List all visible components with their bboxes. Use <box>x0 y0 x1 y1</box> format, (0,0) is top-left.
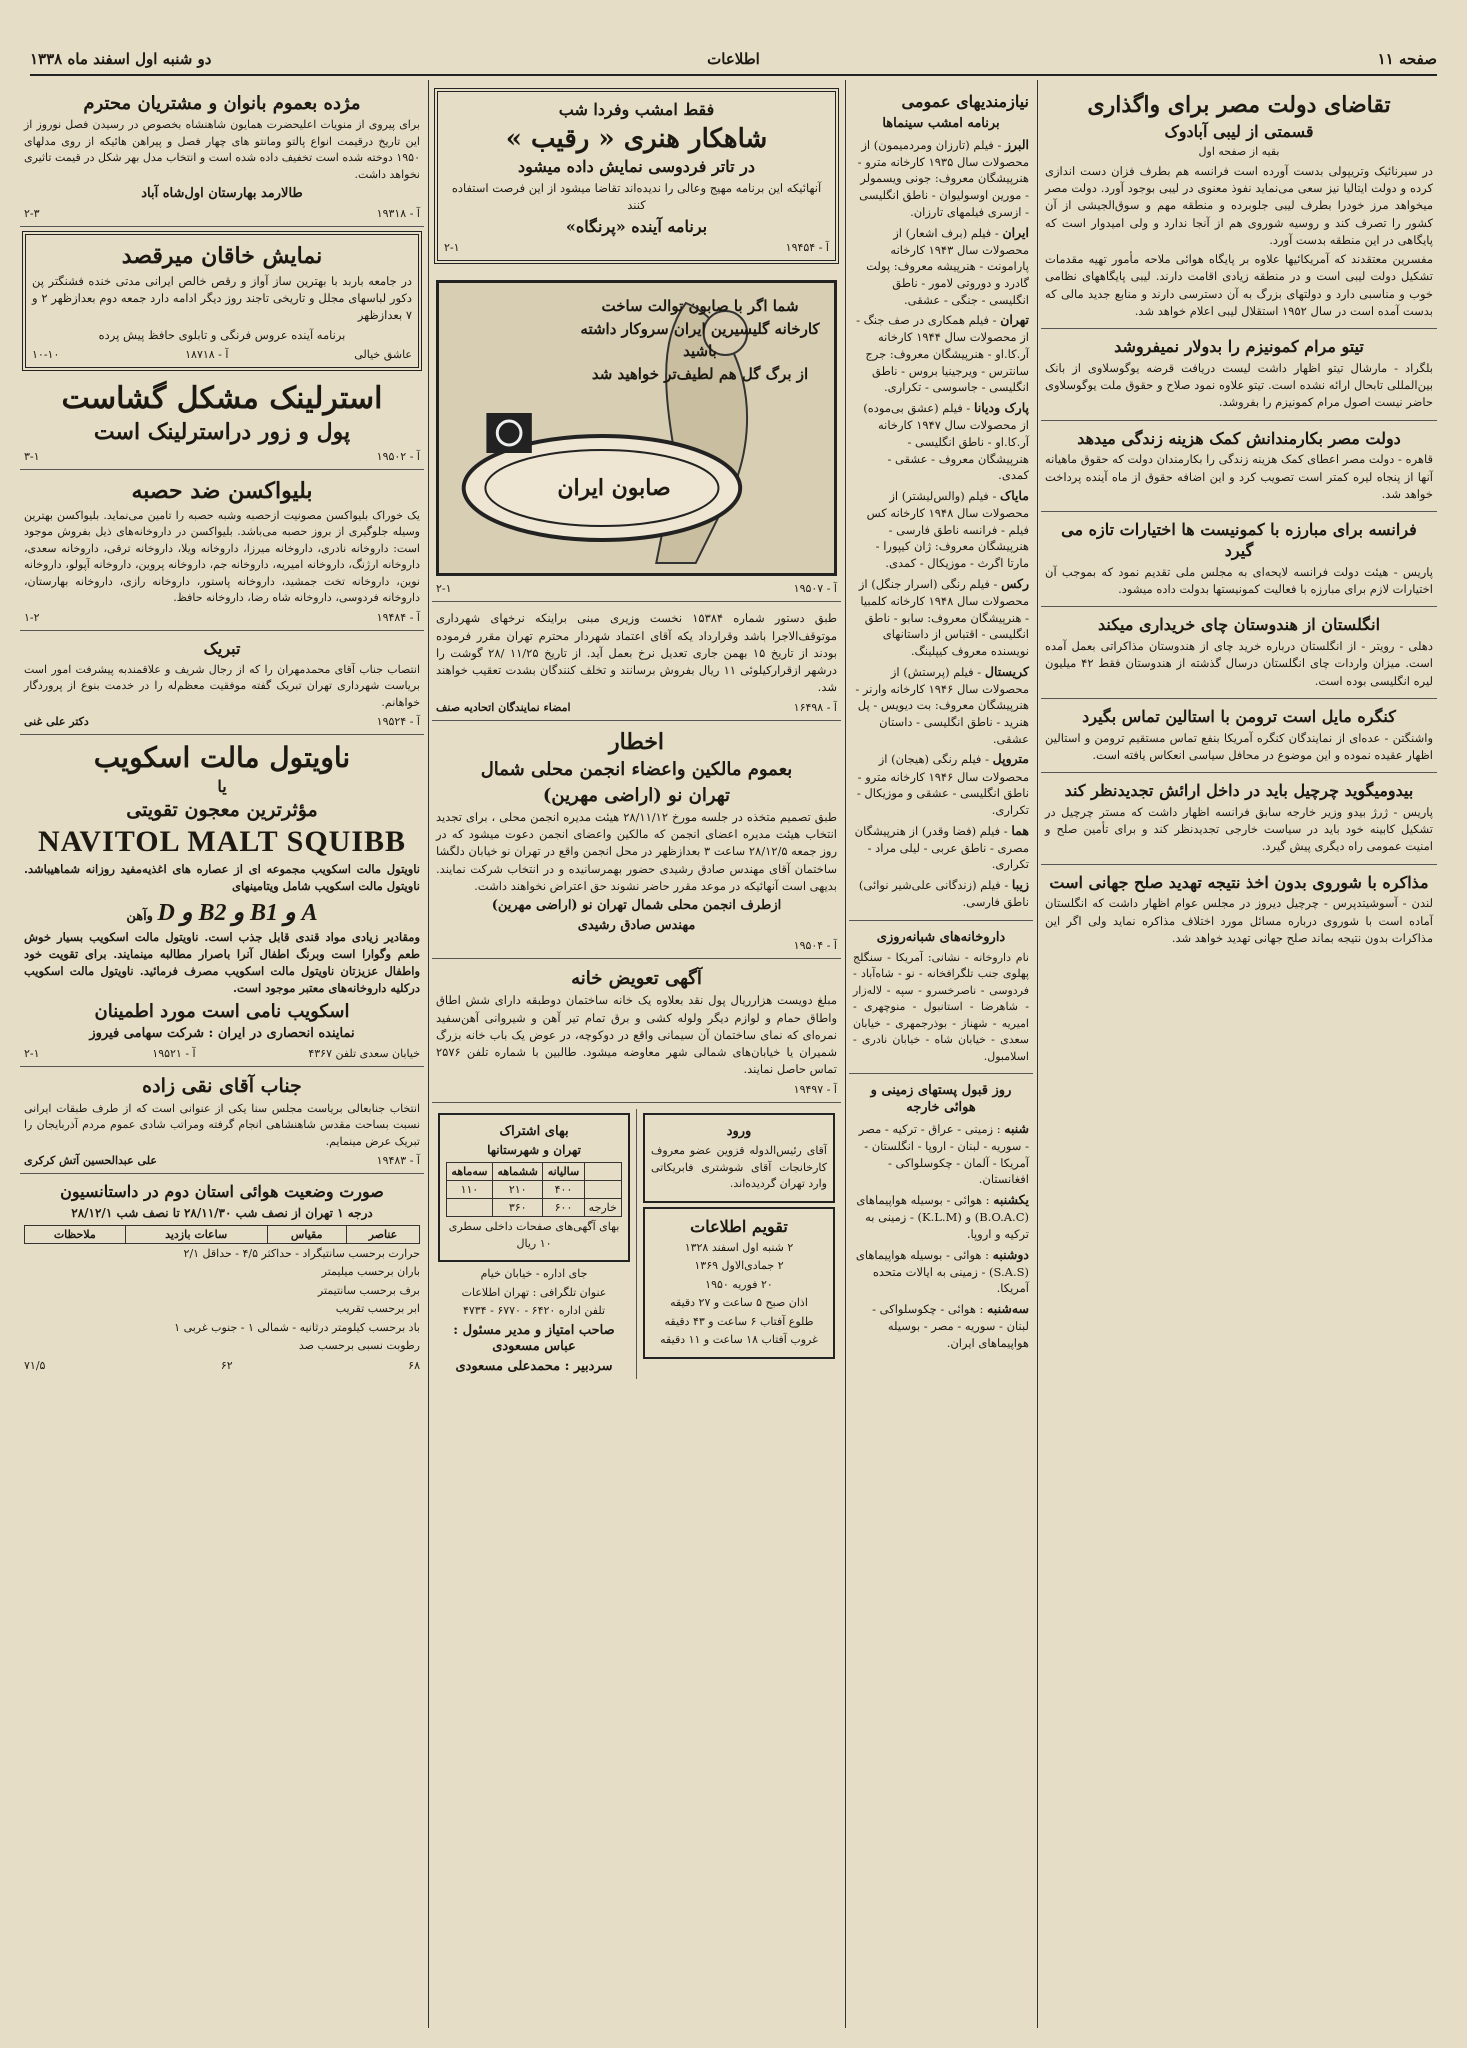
cinema-details: فیلم (برف اشعار) از محصولات سال ۱۹۴۳ کارخانه پارامونت - هنرپیشه معروف: پولت گادرد و دوروتی لامور - ناطق انگلیسی - جنگی - عشقی. <box>866 225 1029 307</box>
pharmacy-listing <box>849 921 1033 1074</box>
owner-line: صاحب امتیاز و مدیر مسئول : عباس مسعودی <box>453 1322 615 1355</box>
cinema-listings <box>849 84 1033 921</box>
post-day: سه‌شنبه <box>987 1301 1029 1317</box>
article-text: بلگراد - مارشال تیتو اظهار داشت لیست دریافت قرضه یوگوسلاوی از بانک بین‌المللی تابحال ارائه نشده است. تیتو علاوه نمود صلاح و حقوق ملت یوگوسلاوی حاضر نیست اصول مرام کمونیزم را بفروشد. <box>1045 360 1433 410</box>
table-cell: ۳۶۰ <box>492 1199 543 1217</box>
ad-ref: آ - ۱۹۵۰۷ <box>793 582 837 596</box>
ad-title: آگهی تعویض خانه <box>571 967 702 989</box>
editor-line: سردبیر : محمدعلی مسعودی <box>455 1359 613 1375</box>
soap-brand: صابون ایران <box>557 475 671 502</box>
notice-ref: آ - ۱۶۴۹۸ <box>793 700 837 714</box>
cinema-item: متروپل - فیلم رنگی (هیجان) از محصولات سال ۱۹۴۶ کارخانه مترو - ناطق انگلیسی - عشقی و موزیکال - تکراری. <box>856 751 1029 817</box>
cinema-name: ایران <box>1002 224 1029 240</box>
issue-date: دو شنبه اول اسفند ماه ۱۳۳۸ <box>30 50 212 68</box>
notice-signature: امضاء نمایندگان اتحادیه صنف <box>436 700 571 714</box>
headline: دولت مصر بکارمندانش کمک هزینه زندگی میدهد <box>1077 428 1401 448</box>
arrival-box <box>643 1113 835 1203</box>
table-header: عناصر <box>346 1225 419 1243</box>
ad-line: برنامه آینده «پرنگاه» <box>565 216 708 236</box>
box-text: آقای رئیس‌الدوله قزوین عضو معروف کارخانجات آقای شوشتری فابریکاتی وارد تهران گردیده‌اند. <box>651 1144 827 1191</box>
brand-box <box>486 413 531 453</box>
weather-rows <box>24 1246 420 1355</box>
calendar-line: ۲ جمادی‌الاول ۱۳۶۹ <box>694 1259 784 1273</box>
cinema-details: فیلم (زندگانی علی‌شیر نوائی) ناطق فارسی. <box>858 877 1029 910</box>
ad-subtitle: مؤثرترین معجون تقویتی <box>126 799 318 822</box>
ad-text: در جامعه باربد با بهترین ساز آواز و رقص خالص ایرانی مدتی خنده فشنگتر پن دکور لباسهای مجلل و تاریخی تاجند روز دیگر ادامه دارد جمعه دوم بعدازظهر ۲ و ۷ بعدازظهر <box>32 273 412 323</box>
tito-article <box>1041 329 1437 421</box>
report-subtitle: درجه ۱ تهران از نصف شب ۲۸/۱۱/۳۰ تا نصف شب ۲۸/۱۲/۱ <box>71 1206 373 1221</box>
article-text: دهلی - رویتر - از انگلستان درباره خرید چای از هندوستان مذاکراتی بعمل آمده است. میزان واردات چای انگلستان درسال گذشته از هندوستان فقط ۴۲ میلیون لیره انگلیسی بوده است. <box>1045 639 1433 688</box>
cinema-item: رکس - فیلم رنگی (اسرار جنگل) از محصولات سال ۱۹۴۸ کارخانه کلمبیا - هنرپیشگان معروف: سابو - ناطق انگلیسی - اقتباس از داستانهای نویسنده معروف کیپلینگ. <box>858 575 1029 658</box>
ad-text: برای پیروی از منویات اعلیحضرت همایون شاهنشاه بخصوص در رسیدن فصل نوروز از این تاریخ درقیمت انواع پالتو ومانتو های چهار فصل و پیراهن هائیکه از روی مدلهای ۱۹۵۰ دوخته شده است تخفیف داده شده است و انتخاب مدل بهر شکل در قیمت تاثیری نخواهد داشت. <box>24 118 420 181</box>
ad-slogan: اسکویب نامی است مورد اطمینان <box>94 1000 350 1022</box>
notice-ref: آ - ۱۹۵۰۴ <box>793 938 837 952</box>
ads-column-left <box>20 84 424 2028</box>
section-header: نیازمندیهای عمومی <box>901 92 1029 111</box>
humidity-value: ۶۸ <box>408 1358 420 1372</box>
page-number: صفحه ۱۱ <box>1377 50 1437 68</box>
ad-num: ۱-۲ <box>24 610 40 624</box>
sterling-ad <box>20 375 424 471</box>
humidity-value: ۶۲ <box>220 1358 233 1372</box>
ad-num: ۲-۱ <box>436 582 452 596</box>
post-day: دوشنبه <box>992 1246 1029 1262</box>
ad-title: تبریک <box>203 638 241 658</box>
humidity-value: ۷۱/۵ <box>24 1358 46 1372</box>
table-header <box>584 1163 621 1181</box>
vitamin-list: D و B2 و B1 و A <box>157 899 318 926</box>
headline: بیدومیگوید چرچیل باید در داخل ارائش تجدیدنظر کند <box>1064 781 1414 801</box>
paper-name: اطلاعات <box>707 50 760 68</box>
calendar-line: ۲ شنبه اول اسفند ۱۳۲۸ <box>684 1240 794 1254</box>
ad-text: ناویتول مالت اسکویب مجموعه ای از عصاره های اغذیه‌مفید روزانه شماهیباشد. ناویتول مالت اسکویب شامل ویتامینهای <box>24 862 420 894</box>
row-label: خارجه <box>584 1199 621 1217</box>
ad-ref: آ - ۱۹۴۵۴ <box>785 241 829 255</box>
weather-row: باران برحسب میلیمتر <box>321 1265 420 1279</box>
table-cell: ۶۰۰ <box>543 1199 584 1217</box>
churchill-article <box>1041 773 1437 865</box>
calendar-line: طلوع آفتاب ۶ ساعت و ۴۳ دقیقه <box>664 1314 814 1328</box>
info-boxes <box>432 1103 841 1386</box>
weather-row: برف برحسب سانتیمتر <box>317 1283 420 1297</box>
weather-row: ابر برحسب تقریب <box>335 1302 420 1316</box>
ad-latin-title: NAVITOL MALT SQUIBB <box>37 825 407 859</box>
calendar-box <box>643 1207 835 1359</box>
ad-rate: بهای آگهی‌های صفحات داخلی سطری ۱۰ ریال <box>448 1220 620 1250</box>
show-ad <box>22 231 422 371</box>
box-title: بهای اشتراک <box>499 1123 569 1139</box>
congress-article <box>1041 699 1437 773</box>
post-details: هوائی - چکوسلواکی - لبنان - سوریه - مصر - بوسیله هواپیماهای ایران. <box>872 1302 1029 1350</box>
pharmacy-text: نام داروخانه - نشانی: آمریکا - سنگلج پهلوی جنب تلگرافخانه - نو - شاه‌آباد - فردوسی - ناصرخسرو - سپه - لاله‌زار - شاهرضا - استانبول - منوچهری - امیریه - شهناز - بوذرجمهری - خیابان سعدی - خیابان شاه - خیابان نادری - اسلامبول. <box>853 950 1029 1063</box>
telegraph-address: عنوان تلگرافی : تهران اطلاعات <box>461 1285 607 1299</box>
headline: کنگره مایل است ترومن با استالین تماس بگیرد <box>1082 706 1396 726</box>
egypt-salary-article <box>1041 421 1437 513</box>
cinema-details: فیلم (عشق بی‌موده) از محصولات سال ۱۹۴۷ کارخانه آر.کا.او - ناطق انگلیسی - هنرپیشگان معروف - عشقی - کمدی. <box>863 401 1029 483</box>
post-item: دوشنبه : هوائی - بوسیله هواپیماهای (S.A.S) - زمینی به ایالات متحده آمریکا. <box>855 1246 1029 1296</box>
column-rule <box>1037 80 1038 2028</box>
ad-signature: طالارمد بهارستان اول‌شاه آباد <box>141 186 303 202</box>
headline: فرانسه برای مبارزه با کمونیست ها اختیارات تازه می گیرد <box>1061 520 1417 560</box>
ad-ref: آ - ۱۹۵۲۱ <box>152 1047 196 1060</box>
ad-signature: علی عبدالحسین آتش کرکری <box>24 1154 157 1168</box>
cinema-item: ایران - فیلم (برف اشعار) از محصولات سال ۱۹۴۳ کارخانه پارامونت - هنرپیشه معروف: پولت گادرد و دوروتی لامور - ناطق انگلیسی - جنگی - عشقی. <box>866 224 1029 307</box>
ad-text: مبلغ دویست هزارریال پول نقد بعلاوه یک خانه ساختمان دوطبقه دارای شش اطاق واطاق حمام و لوازم دیگر ولوله کشی و برق تمام تیر آهن و شیروانی آهن‌سفید نمره‌ای که نمای ساختمان آن سیمانی واقع در دوکوچه، در عوض یک باب خانه بزرگ شمیران یا خیابان‌های شمالی شهر معاوضه میشود. طالبین با شماره تلفن ۲۵۷۶ تماس حاصل نمایند. <box>436 993 837 1077</box>
table-cell: ۱۱۰ <box>447 1181 493 1199</box>
office-address: جای اداره - خیابان خیام <box>480 1267 588 1281</box>
column-rule <box>845 80 846 2028</box>
cinema-item: مایاک - فیلم (والس‌لیشتر) از محصولات سال ۱۹۴۸ کارخانه کس فیلم - فرانسه ناطق فارسی - هنرپیشگان معروف: ژان کیپورا - مارتا اگرث - موزیکال - کمدی. <box>866 487 1029 571</box>
congrats-ad <box>20 631 424 735</box>
ad-phone: خیابان سعدی تلفن ۴۳۶۷ <box>308 1047 420 1060</box>
article-text: پاریس - ژرژ بیدو وزیر خارجه سابق فرانسه اظهار داشت که مستر چرچیل در تشکیل کابینه خود باید در سیاست خارجی تجدیدنظر کند و برای تأمین صلح و امنیت عمومی راه دیگری پیش گیرد. <box>1045 804 1433 854</box>
cinema-details: فیلم (پرستش) از محصولات سال ۱۹۴۶ کارخانه وارنر - هنرپیشگان معروف: بت دیویس - پل هنرید - ناطق انگلیسی - داستان عشقی. <box>855 664 1029 746</box>
weather-row: باد برحسب کیلومتر درثانیه - شمالی ۱ - جنوب غربی ۱ <box>174 1320 420 1334</box>
cinema-name: رکس <box>1001 575 1029 591</box>
ad-title: ناویتول مالت اسکویب <box>93 741 351 775</box>
article-text: مفسرین معتقدند که آمریکائیها علاوه بر پایگاه هوائی ملاحه مأمور تهیه مقدمات تشکیل دولت لیبی است و در منطقه زیادی اقامت دارند. لیبی پایگاههای نظامی خوب و مناسبی دارد و دولتهای بزرگ به آن دسترسی دارند و منابع جدید مالی که بدست آمده است در سال ۱۹۵۲ استقلال لیبی اعلام خواهد شد. <box>1045 252 1433 318</box>
ad-text: آنهائیکه این برنامه مهیج وعالی را ندیده‌اند تقاضا میشود از این فرصت استفاده کنند <box>451 181 822 213</box>
tehran-label: تهران و شهرستانها <box>487 1143 581 1158</box>
ad-text: انتصاب جناب آقای محمدمهران را که از رجال شریف و علاقمندبه پیشرفت امور است بریاست شهرداری تهران تبریک گفته موفقیت معظم‌له را در خدمت بنوع از پروردگار خواهانم. <box>24 662 420 709</box>
table-header: ششماهه <box>492 1163 543 1181</box>
cinema-item: البرز - فیلم (تارزان ومردمیمون) از محصولات سال ۱۹۳۵ کارخانه مترو - هنرپیشگان معروف: جونی ویسمولر - مورین اوسولیوان - ناطق انگلیسی - ازسری فیلمهای تارزان. <box>857 136 1029 219</box>
post-list <box>853 1120 1029 1352</box>
table-cell: ۲۱۰ <box>492 1181 543 1199</box>
section-title: داروخانه‌های شبانه‌روزی <box>876 929 1006 945</box>
post-item: یکشنبه : هوائی - بوسیله هواپیماهای (B.O.A.C) و (K.L.M) - زمینی به ترکیه و اروپا. <box>856 1192 1029 1241</box>
egypt-article <box>1041 84 1437 329</box>
tea-article <box>1041 607 1437 699</box>
headline: انگلستان از هندوستان چای خریداری میکند <box>1097 615 1381 635</box>
table-header: سه‌ماهه <box>447 1163 493 1181</box>
calendar-line: غروب آفتاب ۱۸ ساعت و ۱۱ دقیقه <box>660 1333 818 1347</box>
ad-signature: دکتر علی غنی <box>24 715 89 729</box>
ad-ref: آ - ۱۹۳۱۸ <box>376 207 420 221</box>
headline: تقاضای دولت مصر برای واگذاری <box>1087 92 1391 118</box>
cinema-name: البرز <box>1005 136 1029 152</box>
headline: مذاکره با شوروی بدون اخذ نتیجه تهدید صلح جهانی است <box>1049 872 1429 892</box>
fashion-ad <box>20 84 424 227</box>
navitol-ad <box>20 735 424 1067</box>
notice-text: طبق دستور شماره ۱۵۳۸۴ نخست وزیری مبنی براینکه نرخهای شهرداری موتوقف‌الاجرا باشد وقرارداد یکه آقای اعتماد شهردار محترم تهران مقرر فرموده بودند از تاریخ ۱۵ بهمن جاری تعدیل نرخ بعمل آید. از تاریخ ۱۱/۲۵ /۲۸ گوشت را درشهر ازقرارکیلوئی ۱۱ ریال بفروش برسانند و تخلف کنندگان بشدت تعقیب خواهند شد. <box>436 611 838 695</box>
cinema-item: زیبا - فیلم (زندگانی علی‌شیر نوائی) ناطق فارسی. <box>858 876 1029 910</box>
post-details: زمینی - عراق - ترکیه - مصر - سوریه - لبنان - اروپا - انگلستان - آمریکا - آلمان - چکوسلواکی - افغانستان. <box>858 1121 1029 1187</box>
box-title: تقویم اطلاعات <box>690 1216 788 1236</box>
cinema-name: مایاک <box>1000 487 1029 503</box>
row-label <box>584 1181 621 1199</box>
ad-title: بلیواکسن ضد حصبه <box>131 478 313 505</box>
notice-title: اخطار <box>608 728 665 755</box>
humidity-values <box>24 1359 420 1372</box>
ad-num: ۱۰-۱۰ <box>32 347 60 361</box>
ad-title: استرلینک مشکل گشاست <box>61 380 383 416</box>
ad-text: یک خوراک بلیواکسن مصونیت ازحصبه وشبه حصبه را تامین می‌نماید. بلیواکسن بهترین وسیله جلوگیری از بروز حصبه می‌باشد. بلیواکسن در داروخانه‌های ذیل بفروش موجود است: داروخانه نادری، داروخانه میرزا، داروخانه ویلا، داروخانه ترقی، داروخانه سعدی، داروخانه ارژنگ، داروخانه امیریه، داروخانه جم، داروخانه پروین، داروخانه آپولو، داروخانه نوین، داروخانه تخت جمشید، داروخانه پاستور، داروخانه رازی، داروخانه بهارستان، داروخانه فردوسی، داروخانه شاه رضا، داروخانه حافظ. <box>24 508 420 605</box>
ad-num: ۲-۱ <box>444 241 460 255</box>
cinema-name: پارک ودیانا <box>973 400 1029 416</box>
masthead <box>30 50 1437 76</box>
cinema-details: فیلم رنگی (اسرار جنگل) از محصولات سال ۱۹۴۸ کارخانه کلمبیا - هنرپیشگان معروف: سابو - ناطق انگلیسی - اقتباس از داستانهای نویسنده معروف کیپلینگ. <box>858 576 1029 658</box>
notice-text: طبق تصمیم متخذه در جلسه مورخ ۲۸/۱۱/۱۲ هیئت مدیره انجمن محلی ، برای تجدید انتخاب هیئت مدیره اعضای انجمن که مالکین واعضای انجمن دعوت میشود که در روز جمعه ۲۸/۱۲/۵ ساعت ۳ بعدازظهر در محل انجمن واقع در تهران نو خیابان دلگشا ساختمان آقای مهندس صادق رشیدی حضور بهمرسانیده و در انتخاب شرکت نمایند. بدیهی است آنهائیکه در موعد مقرر حاضر نشوند حق اعتراض نخواهند داشت. <box>436 809 837 893</box>
ad-ref: آ - ۱۹۵۲۴ <box>376 715 420 729</box>
table-header: مقیاس <box>267 1225 346 1243</box>
report-title: صورت وضعیت هوائی استان دوم در داستانسیون <box>60 1182 384 1202</box>
ad-line: از برگ گل هم لطیف‌تر خواهید شد <box>591 364 809 383</box>
table-cell <box>447 1199 493 1217</box>
listings-column <box>849 84 1033 2028</box>
weather-table <box>24 1225 420 1244</box>
box-title: ورود <box>726 1123 752 1139</box>
ad-text: انتخاب جنابعالی بریاست مجلس سنا یکی از عنوانی است که از طرف طبقات ایرانی نسبت بساحت مقدس شاهنشاهی انجام گرفته ومراتب شادی عموم مردم آذربایجان را تبریک عرض مینمایم. <box>24 1101 420 1148</box>
ad-title: جناب آقای نقی زاده <box>142 1075 302 1097</box>
post-day: شنبه <box>1004 1120 1029 1136</box>
soap-illustration <box>436 280 837 576</box>
post-item: شنبه : زمینی - عراق - ترکیه - مصر - سوریه - لبنان - اروپا - انگلستان - آمریکا - آلمان - چکوسلواکی - افغانستان. <box>858 1120 1029 1187</box>
calendar-line: ۲۰ فوریه ۱۹۵۰ <box>705 1277 773 1291</box>
subheadline: قسمتی از لیبی آبادوک <box>1164 121 1314 141</box>
post-day: یکشنبه <box>993 1192 1029 1208</box>
notice-line: بعموم مالکین واعضاء انجمن محلی شمال <box>480 759 793 781</box>
ad-next: برنامه آینده عروس فرنگی و تابلوی حافظ پیش پرده <box>98 327 346 342</box>
continued-note: بقیه از صفحه اول <box>1198 145 1280 159</box>
cinema-name: تهران <box>1000 312 1029 328</box>
ad-ref: آ - ۱۹۴۸۴ <box>376 610 420 624</box>
soap-ad <box>432 268 841 602</box>
cinema-name: هما <box>1011 822 1029 838</box>
ad-line: شما اگر با صابون توالت ساخت <box>601 297 799 316</box>
ad-title: نمایش خاقان میرقصد <box>121 243 323 270</box>
naghizadeh-ad <box>20 1067 424 1174</box>
ad-ref: آ - ۱۹۴۹۷ <box>793 1082 837 1096</box>
house-exchange-ad <box>432 959 841 1103</box>
article-text: واشنگتن - عده‌ای از نمایندگان کنگره آمریکا بنفع تماس مستقیم ترومن و استالین اظهار عقیده نموده و این موضوع در محافل سیاسی انعکاس یافته است. <box>1045 730 1433 762</box>
ads-column <box>432 84 841 2028</box>
cinema-item: تهران - فیلم همکاری در صف جنگ - از محصولات سال ۱۹۴۴ کارخانه آر.کا.او - هنرپیشگان معروف: جرج سانترس - ویرجینیا بروس - ناطق انگلیسی - جاسوسی - تکراری. <box>856 312 1029 395</box>
weather-report <box>20 1174 424 1377</box>
table-cell: ۴۰۰ <box>543 1181 584 1199</box>
ad-title: مژده بعموم بانوان و مشتریان محترم <box>83 93 361 114</box>
column-rule <box>428 80 429 2028</box>
ad-line: در تاتر فردوسی نمایش داده میشود <box>518 157 755 177</box>
cinema-details: فیلم (فضا وقدر) از هنرپیشگان مصری - ناطق عربی - لیلی مراد - تکراری. <box>854 823 1029 872</box>
ad-agent: نماینده انحصاری در ایران : شرکت سهامی فیروز <box>89 1026 355 1042</box>
cinema-details: فیلم (تارزان ومردمیمون) از محصولات سال ۱۹۳۵ کارخانه مترو - هنرپیشگان معروف: جونی ویسمولر - مورین اوسولیوان - ناطق انگلیسی - ازسری فیلمهای تارزان. <box>857 137 1029 219</box>
article-text: لندن - آسوشیتدپرس - چرچیل دیروز در مجلس عوام اظهار داشت که انگلستان آماده است با شوروی درباره مسائل مورد اختلاف مذاکره نماید ولی اگر این مذاکرات بدون نتیجه بماند صلح جهانی تهدید خواهد شد. <box>1045 896 1433 945</box>
subscription-table <box>446 1162 622 1217</box>
ad-ref: آ - ۱۹۴۸۳ <box>376 1154 420 1168</box>
cinema-item: هما - فیلم (فضا وقدر) از هنرپیشگان مصری - ناطق عربی - لیلی مراد - تکراری. <box>854 822 1029 872</box>
municipal-notice <box>432 602 841 720</box>
weather-row: حرارت برحسب سانتیگراد - حداکثر ۴/۵ - حداقل ۲/۱ <box>183 1246 420 1260</box>
table-header: ساعات بازدید <box>125 1225 267 1243</box>
ad-ref: آ - ۱۸۷۱۸ <box>185 347 229 361</box>
article-text: در سیرنائیک وتریپولی بدست آورده است فرانسه هم بطرف فزان دست اندازی کرده و دولت ایتالیا نیز سعی می‌نماید نفوذ معنوی در لیبی بوجود آورد. دولت مصر میخواهد مرز خودرا بطرف لیبی جلوبرده و منطقه مهم و سوق‌الجیشی از آن کشور را تصرف کند و روسیه شوروی هم از آنجا ندارد و ولی امیدوار است که پایگاهی در این منطقه بدست آورد. <box>1045 163 1433 247</box>
post-details: هوائی - بوسیله هواپیماهای (S.A.S) - زمینی به ایالات متحده آمریکا. <box>855 1247 1029 1296</box>
section-title: برنامه امشب سینماها <box>882 115 1000 131</box>
headline: تیتو مرام کمونیزم را بدولار نمیفروشد <box>1114 337 1364 357</box>
cinema-details: فیلم رنگی (هیجان) از محصولات سال ۱۹۴۶ کارخانه مترو - ناطق انگلیسی - عشقی و موزیکال - تکراری. <box>856 752 1029 817</box>
warning-notice <box>432 721 841 959</box>
office-phone: تلفن اداره ۶۴۲۰ - ۶۷۷۰ - ۴۷۳۴ <box>462 1304 606 1318</box>
cinema-name: متروپل <box>992 751 1029 767</box>
cinema-details: فیلم (والس‌لیشتر) از محصولات سال ۱۹۴۸ کارخانه کس فیلم - فرانسه ناطق فارسی - هنرپیشگان معروف: ژان کیپورا - مارتا اگرث - موزیکال - کمدی. <box>866 488 1029 571</box>
notice-signature: مهندس صادق رشیدی <box>577 918 696 934</box>
info-left <box>637 1109 837 1380</box>
ad-line: کارخانه گلیسیرین ایران سروکار داشته باشید <box>580 319 820 361</box>
ad-or: یا <box>217 776 227 796</box>
news-column <box>1041 84 1437 2028</box>
cinema-item: پارک ودیانا - فیلم (عشق بی‌موده) از محصولات سال ۱۹۴۷ کارخانه آر.کا.او - ناطق انگلیسی - هنرپیشگان معروف - عشقی - کمدی. <box>863 400 1029 483</box>
soviet-article <box>1041 865 1437 956</box>
ad-star: عاشق خیالی <box>354 347 412 361</box>
calendar-line: اذان صبح ۵ ساعت و ۲۷ دقیقه <box>670 1296 808 1310</box>
article-text: پاریس - هیئت دولت فرانسه لایحه‌ای به مجلس ملی تقدیم نمود که بموجب آن اختیارات لازم برای مبارزه با فعالیت کمونیستها بدولت داده میشود. <box>1045 564 1433 596</box>
vaccine-ad <box>20 470 424 631</box>
cinema-name: زیبا <box>1011 876 1029 892</box>
ad-num: ۲-۳ <box>24 207 40 221</box>
ad-subtitle: پول و زور دراسترلینک است <box>93 418 351 445</box>
theatre-ad <box>434 88 839 264</box>
ad-text: ومقادیر زیادی مواد قندی قابل جذب است. ناویتول مالت اسکویب بسیار خوش طعم وگوارا است وبرنگ اطفال آنرا باصرار مطالبه مینمایند. برای تقویت خود واطفال عزیزتان ناویتول مالت اسکویب مصرف فرمائید. ناویتول مالت اسکویب درکلیه داروخانه‌های معتبر موجود است. <box>24 929 420 996</box>
cinema-details: فیلم همکاری در صف جنگ - از محصولات سال ۱۹۴۴ کارخانه آر.کا.او - هنرپیشگان معروف: جرج سانترس - ویرجینیا بروس - ناطق انگلیسی - جاسوسی - تکراری. <box>856 313 1029 395</box>
article-text: قاهره - دولت مصر اعطای کمک هزینه زندگی را بکارمندان دولت که حقوق ماهیانه آنها از پنجاه لیره کمتر است تصویب کرد و این اضافه حقوق از ماه آینده پرداخت خواهد شد. <box>1045 452 1433 501</box>
france-article <box>1041 512 1437 607</box>
section-title: روز قبول پستهای زمینی و هوائی خارجه <box>870 1083 1012 1116</box>
notice-line: تهران نو (اراضی مهرین) <box>542 784 731 806</box>
weather-row: رطوبت نسبی برحسب صد <box>298 1339 420 1353</box>
ad-num: ۲-۱ <box>24 1047 40 1060</box>
table-header: سالیانه <box>543 1163 584 1181</box>
info-right <box>436 1109 637 1380</box>
cinema-item: کریستال - فیلم (پرستش) از محصولات سال ۱۹۴۶ کارخانه وارنر - هنرپیشگان معروف: بت دیویس - پل هنرید - ناطق انگلیسی - داستان عشقی. <box>855 663 1029 746</box>
table-header: ملاحظات <box>25 1225 126 1243</box>
ad-line: فقط امشب وفردا شب <box>558 100 715 119</box>
post-details: هوائی - بوسیله هواپیماهای (B.O.A.C) و (K.L.M) - زمینی به ترکیه و اروپا. <box>856 1193 1029 1241</box>
post-schedule <box>849 1074 1033 1360</box>
calendar-lines <box>651 1240 827 1349</box>
ad-num: ۳-۱ <box>24 450 40 464</box>
ad-title: شاهکار هنری « رقیب » <box>505 123 768 154</box>
subscription-box <box>438 1113 630 1262</box>
iron-label: وآهن <box>126 908 153 924</box>
notice-signature: ازطرف انجمن محلی شمال تهران نو (اراضی مهرین) <box>491 898 782 914</box>
cinema-name: کریستال <box>984 663 1029 679</box>
post-item: سه‌شنبه : هوائی - چکوسلواکی - لبنان - سوریه - مصر - بوسیله هواپیماهای ایران. <box>872 1301 1029 1350</box>
ad-ref: آ - ۱۹۵۰۲ <box>376 450 420 464</box>
cinema-list <box>853 136 1029 911</box>
